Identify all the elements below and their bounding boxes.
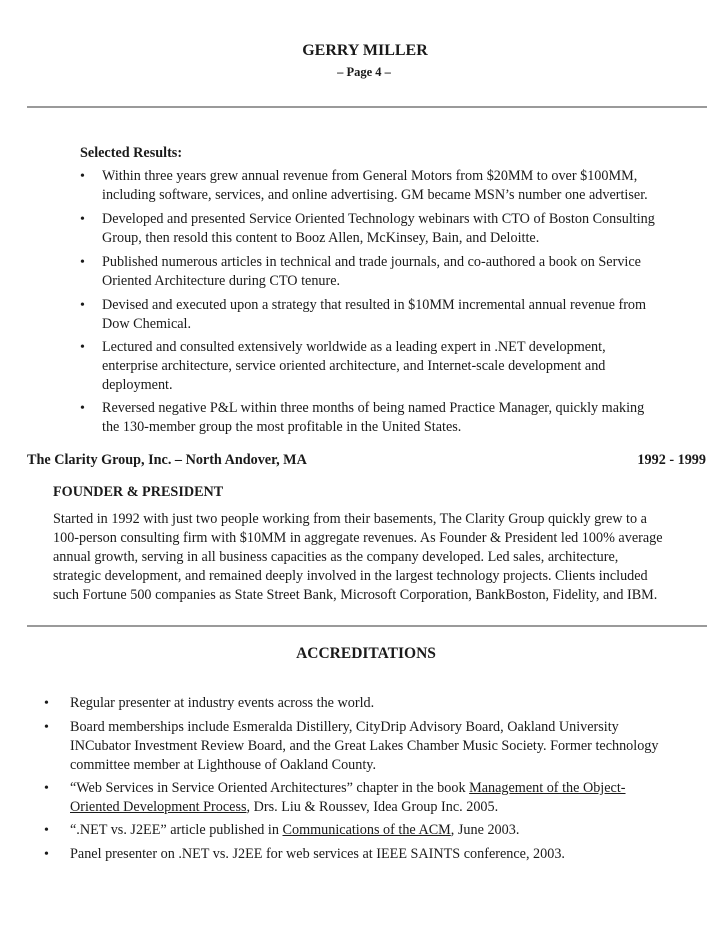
citation-text: “Web Services in Service Oriented Architectures” chapter in the book [70, 780, 470, 796]
selected-results-list [80, 167, 710, 441]
job-summary [53, 510, 713, 605]
summary-line: 100-person consulting firm with $10MM in aggregate revenues. As Founder & President led 100% average [53, 530, 663, 546]
accreditations-list [44, 694, 714, 869]
list-item-line: Within three years grew annual revenue from General Motors from $20MM to over $100MM, [102, 168, 638, 184]
bullet-icon: • [80, 401, 85, 416]
summary-line: Started in 1992 with just two people working from their basements, The Clarity Group quickly grew to a [53, 511, 647, 527]
list-item [44, 845, 714, 869]
header-divider [27, 106, 707, 108]
citation-text: “.NET vs. J2EE” article published in [70, 822, 283, 838]
summary-line: such Fortune 500 companies as State Street Bank, Microsoft Corporation, BankBoston, Fidelity, and IBM. [53, 587, 658, 603]
page-number: – Page 4 – [337, 65, 391, 79]
list-item [44, 779, 714, 821]
employer-name: The Clarity Group, Inc. – North Andover, MA [27, 452, 307, 468]
bullet-icon: • [44, 823, 49, 838]
citation-text: , June 2003. [450, 822, 520, 838]
summary-line: strategic development, and remained deeply involved in the largest technology projects. Clients included [53, 568, 648, 584]
list-item [80, 399, 710, 441]
list-item-line: Devised and executed upon a strategy that resulted in $10MM incremental annual revenue from [102, 297, 647, 313]
list-item-line: Oriented Architecture during CTO tenure. [102, 273, 341, 289]
list-item-text: Regular presenter at industry events across the world. [70, 695, 375, 711]
list-item [80, 210, 710, 253]
list-item [80, 296, 710, 338]
book-title-link[interactable]: Management of the Object- [469, 780, 626, 796]
bullet-icon: • [80, 255, 85, 270]
bullet-icon: • [80, 212, 85, 227]
summary-line: annual growth, serving in all business capacities as the company developed. Led sales, architecture, [53, 549, 619, 565]
list-item [44, 694, 714, 718]
employment-dates: 1992 - 1999 [637, 452, 706, 468]
accreditations-title: ACCREDITATIONS [296, 645, 436, 662]
list-item [80, 253, 710, 296]
list-item-line: Group, then resold this content to Booz Allen, McKinsey, Bain, and Deloitte. [102, 230, 540, 246]
journal-link[interactable]: Communications of the ACM [282, 822, 451, 838]
resume-name: GERRY MILLER [302, 42, 428, 59]
book-title-link[interactable]: Oriented Development Process [70, 799, 247, 815]
list-item-text: Panel presenter on .NET vs. J2EE for web services at IEEE SAINTS conference, 2003. [70, 846, 565, 862]
list-item [44, 718, 714, 779]
list-item-line: including software, services, and online advertising. GM became MSN’s number one advertiser. [102, 187, 648, 203]
list-item-line: enterprise architecture, service oriented architecture, and Internet-scale development and [102, 358, 606, 374]
list-item-line: the 130-member group the most profitable in the United States. [102, 419, 462, 435]
list-item-line: Reversed negative P&L within three months of being named Practice Manager, quickly making [102, 400, 645, 416]
citation-text: , Drs. Liu & Roussev, Idea Group Inc. 2005. [246, 799, 499, 815]
bullet-icon: • [44, 847, 49, 862]
bullet-icon: • [44, 720, 49, 735]
list-item-line: committee member at Lighthouse of Oakland County. [70, 757, 377, 773]
list-item [44, 821, 714, 845]
bullet-icon: • [44, 781, 49, 796]
list-item-line: Published numerous articles in technical and trade journals, and co-authored a book on Service [102, 254, 641, 270]
list-item-line: Lectured and consulted extensively worldwide as a leading expert in .NET development, [102, 339, 606, 355]
bullet-icon: • [80, 169, 85, 184]
job-title: FOUNDER & PRESIDENT [53, 484, 224, 500]
bullet-icon: • [80, 340, 85, 355]
bullet-icon: • [80, 298, 85, 313]
list-item [80, 167, 710, 207]
section-divider [27, 625, 707, 627]
list-item [80, 338, 710, 399]
list-item-line: INCubator Investment Review Board, and the Great Lakes Chamber Music Society. Former technology [70, 738, 659, 754]
bullet-icon: • [44, 696, 49, 711]
list-item-line: Board memberships include Esmeralda Distillery, CityDrip Advisory Board, Oakland University [70, 719, 619, 735]
list-item-line: deployment. [102, 377, 173, 393]
list-item-line: Dow Chemical. [102, 316, 192, 332]
selected-results-heading: Selected Results: [80, 145, 183, 161]
list-item-line: Developed and presented Service Oriented Technology webinars with CTO of Boston Consulting [102, 211, 655, 227]
